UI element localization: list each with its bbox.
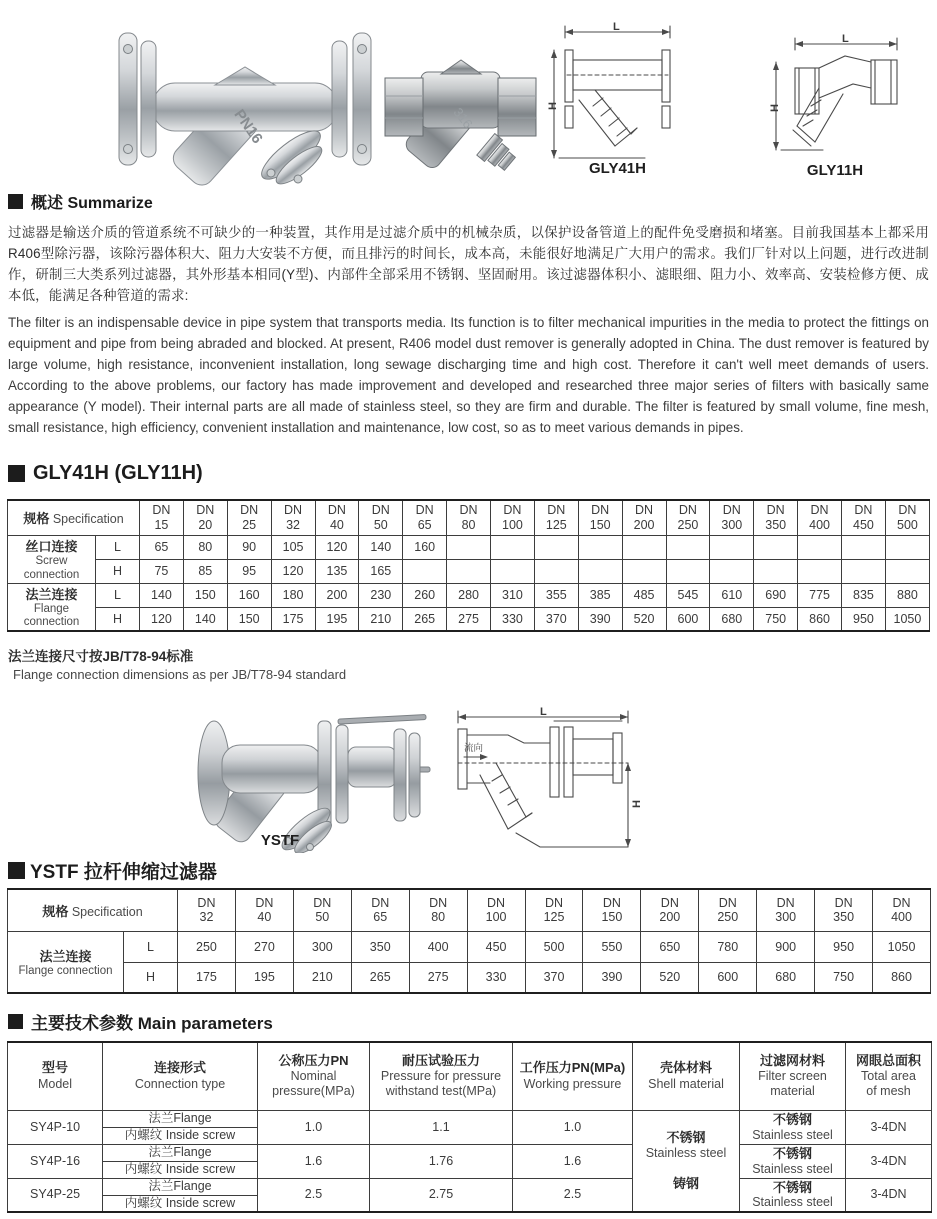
row-h-label: H [124, 962, 178, 993]
ystf-dimensions-table [7, 888, 931, 994]
value-cell: 350 [351, 931, 409, 962]
dn-header-cell: DN 40 [315, 500, 359, 535]
mesh-area-cell: 3-4DN [846, 1110, 932, 1144]
value-cell: 950 [842, 607, 886, 631]
value-cell [403, 559, 447, 583]
connection-screw-cell: 内螺纹 Inside screw [103, 1161, 258, 1178]
dn-header-cell: DN 65 [403, 500, 447, 535]
value-cell: 150 [183, 583, 227, 607]
params-heading [8, 1009, 273, 1034]
value-cell: 95 [227, 559, 271, 583]
value-cell: 900 [757, 931, 815, 962]
value-cell: 385 [578, 583, 622, 607]
value-cell: 300 [293, 931, 351, 962]
model-header-cell: 型号 Model [8, 1042, 103, 1110]
value-cell [491, 535, 535, 559]
value-cell: 160 [403, 535, 447, 559]
connection-screw-cell: 内螺纹 Inside screw [103, 1127, 258, 1144]
value-cell: 390 [583, 962, 641, 993]
flange-connection-label-cell: 法兰连接 Flange connection [8, 931, 124, 993]
value-cell: 210 [359, 607, 403, 631]
value-cell [666, 559, 710, 583]
value-cell: 265 [351, 962, 409, 993]
value-cell: 135 [315, 559, 359, 583]
connection-flange-cell: 法兰Flange [103, 1178, 258, 1195]
working-pressure-header-cell: 工作压力PN(MPa) Working pressure [513, 1042, 633, 1110]
value-cell [885, 535, 929, 559]
value-cell: 520 [641, 962, 699, 993]
value-cell [491, 559, 535, 583]
gly-heading-text: GLY41H (GLY11H) [33, 462, 203, 484]
value-cell: 450 [467, 931, 525, 962]
gly41h-drawing [545, 22, 690, 164]
dn-header-cell: DN 150 [583, 889, 641, 931]
working-pressure-cell: 1.0 [513, 1110, 633, 1144]
dn-header-cell: DN 32 [178, 889, 236, 931]
flow-direction-label: 流向 [464, 743, 484, 754]
value-cell: 105 [271, 535, 315, 559]
dn-header-cell: DN 350 [754, 500, 798, 535]
dn-header-cell: DN 80 [409, 889, 467, 931]
ystf-strainer-photo [188, 703, 433, 853]
value-cell: 85 [183, 559, 227, 583]
value-cell: 310 [491, 583, 535, 607]
shell-material-cell: 不锈钢 Stainless steel 铸钢 [633, 1110, 740, 1212]
dn-header-cell: DN 200 [622, 500, 666, 535]
square-bullet-icon [8, 1014, 23, 1029]
dn-header-cell: DN 15 [140, 500, 184, 535]
spec-header-cell: 规格 Specification [8, 889, 178, 931]
value-cell: 500 [525, 931, 583, 962]
value-cell: 1050 [885, 607, 929, 631]
value-cell: 330 [467, 962, 525, 993]
value-cell: 680 [757, 962, 815, 993]
value-cell: 600 [666, 607, 710, 631]
dn-header-cell: DN 65 [351, 889, 409, 931]
value-cell: 140 [140, 583, 184, 607]
mesh-area-cell: 3-4DN [846, 1144, 932, 1178]
filter-material-cell: 不锈钢 Stainless steel [740, 1178, 846, 1212]
value-cell: 950 [815, 931, 873, 962]
value-cell [578, 559, 622, 583]
connection-flange-cell: 法兰Flange [103, 1144, 258, 1161]
spec-header-cell: 规格 Specification [8, 500, 140, 535]
connection-type-header-cell: 连接形式 Connection type [103, 1042, 258, 1110]
gly11h-drawing-label: GLY11H [806, 162, 864, 179]
dn-header-cell: DN 125 [534, 500, 578, 535]
note-zh: 法兰连接尺寸按JB/T78-94标准 [8, 649, 194, 664]
row-l-label: L [124, 931, 178, 962]
square-bullet-icon [8, 862, 25, 879]
value-cell: 175 [178, 962, 236, 993]
gly-heading [8, 462, 203, 485]
value-cell [754, 535, 798, 559]
row-l-label: L [96, 535, 140, 559]
value-cell: 65 [140, 535, 184, 559]
value-cell [447, 535, 491, 559]
value-cell: 260 [403, 583, 447, 607]
summary-heading [8, 190, 153, 213]
dn-header-cell: DN 250 [666, 500, 710, 535]
ystf-photo-label: YSTF [260, 832, 300, 849]
value-cell: 195 [315, 607, 359, 631]
ystf-heading [8, 857, 217, 884]
note-en: Flange connection dimensions as per JB/T78-94 standard [13, 667, 347, 682]
value-cell: 120 [315, 535, 359, 559]
ystf-heading-text: YSTF 拉杆伸缩过滤器 [30, 862, 217, 883]
row-h-label: H [96, 607, 140, 631]
gly41h-drawing-label: GLY41H [589, 160, 646, 177]
gly-dimensions-table [7, 499, 930, 632]
value-cell: 550 [583, 931, 641, 962]
filter-material-cell: 不锈钢 Stainless steel [740, 1110, 846, 1144]
value-cell: 160 [227, 583, 271, 607]
flange-standard-note [8, 645, 346, 682]
ystf-drawing [450, 705, 645, 855]
value-cell: 175 [271, 607, 315, 631]
flange-connection-label-cell: 法兰连接 Flange connection [8, 583, 96, 631]
value-cell: 860 [873, 962, 931, 993]
value-cell: 180 [271, 583, 315, 607]
dn-header-cell: DN 50 [293, 889, 351, 931]
value-cell [885, 559, 929, 583]
square-bullet-icon [8, 465, 25, 482]
value-cell [534, 559, 578, 583]
value-cell: 400 [409, 931, 467, 962]
value-cell: 120 [271, 559, 315, 583]
working-pressure-cell: 1.6 [513, 1144, 633, 1178]
mesh-area-header-cell: 网眼总面积 Total area of mesh [846, 1042, 932, 1110]
withstand-pressure-cell: 1.76 [370, 1144, 513, 1178]
dim-l-label: L [613, 22, 620, 33]
summary-heading-text: 概述 Summarize [31, 195, 153, 212]
value-cell: 860 [798, 607, 842, 631]
value-cell [798, 559, 842, 583]
value-cell: 650 [641, 931, 699, 962]
dn-header-cell: DN 25 [227, 500, 271, 535]
row-l-label: L [96, 583, 140, 607]
dn-header-cell: DN 300 [757, 889, 815, 931]
value-cell: 330 [491, 607, 535, 631]
value-cell: 90 [227, 535, 271, 559]
value-cell: 370 [525, 962, 583, 993]
value-cell: 150 [227, 607, 271, 631]
gly11h-drawing [765, 32, 905, 162]
dn-header-cell: DN 400 [873, 889, 931, 931]
value-cell: 275 [447, 607, 491, 631]
dn-header-cell: DN 250 [699, 889, 757, 931]
value-cell [578, 535, 622, 559]
shell-material-header-cell: 壳体材料 Shell material [633, 1042, 740, 1110]
dim-l-label: L [540, 706, 547, 718]
value-cell: 835 [842, 583, 886, 607]
photo1-marking: PN16 [230, 106, 266, 147]
dim-h-label: H [631, 800, 643, 808]
dn-header-cell: DN 100 [467, 889, 525, 931]
value-cell: 140 [359, 535, 403, 559]
value-cell: 520 [622, 607, 666, 631]
dn-header-cell: DN 32 [271, 500, 315, 535]
square-bullet-icon [8, 194, 23, 209]
params-heading-text: 主要技术参数 Main parameters [31, 1014, 273, 1033]
value-cell [622, 559, 666, 583]
value-cell: 165 [359, 559, 403, 583]
value-cell [534, 535, 578, 559]
value-cell: 80 [183, 535, 227, 559]
dn-header-cell: DN 400 [798, 500, 842, 535]
value-cell: 1050 [873, 931, 931, 962]
dn-header-cell: DN 125 [525, 889, 583, 931]
value-cell: 250 [178, 931, 236, 962]
dn-header-cell: DN 80 [447, 500, 491, 535]
value-cell [842, 535, 886, 559]
row-h-label: H [96, 559, 140, 583]
withstand-pressure-cell: 2.75 [370, 1178, 513, 1212]
value-cell: 140 [183, 607, 227, 631]
filter-screen-header-cell: 过滤网材料 Filter screen material [740, 1042, 846, 1110]
value-cell: 195 [235, 962, 293, 993]
dn-header-cell: DN 40 [235, 889, 293, 931]
value-cell: 690 [754, 583, 798, 607]
value-cell [622, 535, 666, 559]
value-cell: 120 [140, 607, 184, 631]
connection-screw-cell: 内螺纹 Inside screw [103, 1195, 258, 1212]
value-cell [754, 559, 798, 583]
value-cell: 750 [754, 607, 798, 631]
value-cell: 610 [710, 583, 754, 607]
value-cell: 750 [815, 962, 873, 993]
nominal-pressure-cell: 1.0 [258, 1110, 370, 1144]
dn-header-cell: DN 20 [183, 500, 227, 535]
mesh-area-cell: 3-4DN [846, 1178, 932, 1212]
model-cell: SY4P-10 [8, 1110, 103, 1144]
withstand-pressure-cell: 1.1 [370, 1110, 513, 1144]
value-cell: 75 [140, 559, 184, 583]
value-cell: 880 [885, 583, 929, 607]
value-cell [798, 535, 842, 559]
screw-connection-label-cell: 丝口连接 Screw connection [8, 535, 96, 583]
withstand-pressure-header-cell: 耐压试验压力 Pressure for pressure withstand test(MPa) [370, 1042, 513, 1110]
value-cell: 270 [235, 931, 293, 962]
value-cell: 390 [578, 607, 622, 631]
value-cell [666, 535, 710, 559]
dim-l-label: L [842, 33, 849, 45]
dn-header-cell: DN 450 [842, 500, 886, 535]
main-parameters-table [7, 1041, 932, 1213]
threaded-strainer-photo [383, 22, 538, 172]
model-cell: SY4P-16 [8, 1144, 103, 1178]
value-cell: 200 [315, 583, 359, 607]
value-cell: 600 [699, 962, 757, 993]
value-cell: 370 [534, 607, 578, 631]
value-cell: 230 [359, 583, 403, 607]
flanged-strainer-photo [95, 5, 395, 190]
dn-header-cell: DN 150 [578, 500, 622, 535]
dn-header-cell: DN 300 [710, 500, 754, 535]
working-pressure-cell: 2.5 [513, 1178, 633, 1212]
value-cell: 485 [622, 583, 666, 607]
value-cell [710, 535, 754, 559]
value-cell: 210 [293, 962, 351, 993]
value-cell: 355 [534, 583, 578, 607]
nominal-pressure-cell: 2.5 [258, 1178, 370, 1212]
nominal-pressure-header-cell: 公称压力PN Nominal pressure(MPa) [258, 1042, 370, 1110]
value-cell: 545 [666, 583, 710, 607]
value-cell [710, 559, 754, 583]
value-cell: 265 [403, 607, 447, 631]
value-cell: 680 [710, 607, 754, 631]
dim-h-label: H [547, 102, 559, 110]
value-cell: 275 [409, 962, 467, 993]
dn-header-cell: DN 50 [359, 500, 403, 535]
value-cell [447, 559, 491, 583]
connection-flange-cell: 法兰Flange [103, 1110, 258, 1127]
photo2-marking: 316 [450, 104, 476, 132]
summary-paragraph-zh: 过滤器是输送介质的管道系统不可缺少的一种装置，其作用是过滤介质中的机械杂质，以保护设备管道上的配件免受磨损和堵塞。目前我国基本上都采用R406型除污器，该除污器体积大、阻力大安装不方便，而且排污的时间长，成本高，未能很好地满足广大用户的需求。我们厂针对以上问题，进行改进制作，研制三大类系列过滤器，其外形基本相同(Y型)、内部件全部采用不锈钢、坚固耐用。该过滤器体积小、滤眼细、阻力小、效率高、安装检修方便、成本低，能满足各种管道的需求: [8, 225, 929, 303]
model-cell: SY4P-25 [8, 1178, 103, 1212]
dn-header-cell: DN 100 [491, 500, 535, 535]
value-cell: 280 [447, 583, 491, 607]
value-cell [842, 559, 886, 583]
dn-header-cell: DN 350 [815, 889, 873, 931]
nominal-pressure-cell: 1.6 [258, 1144, 370, 1178]
value-cell: 780 [699, 931, 757, 962]
dim-h-label: H [769, 104, 781, 112]
dn-header-cell: DN 200 [641, 889, 699, 931]
dn-header-cell: DN 500 [885, 500, 929, 535]
value-cell: 775 [798, 583, 842, 607]
summary-paragraph-en: The filter is an indispensable device in pipe system that transports media. Its function is to filter mechanical impurities in the media to protect the fittings on equipment and pipe from being abraded and blocked. At present, R406 model dust remover is generally adopted in China. The dust remover is featured by large volume, high resistance, inconvenient installation, long sewage discharging time and high cost. Therefore it can't well meet demands of users. According to the above problems, our factory has made improvement and developed and researched three major series of filters with basically same appearance (Y model). Their internal parts are all made of stainless steel, so they are firm and durable. The filter is featured by small volume, fine mesh, small resistance, high efficiency, convenient installation and maintenance, low cost, so as to meet various demands in pipes. [8, 315, 929, 435]
filter-material-cell: 不锈钢 Stainless steel [740, 1144, 846, 1178]
